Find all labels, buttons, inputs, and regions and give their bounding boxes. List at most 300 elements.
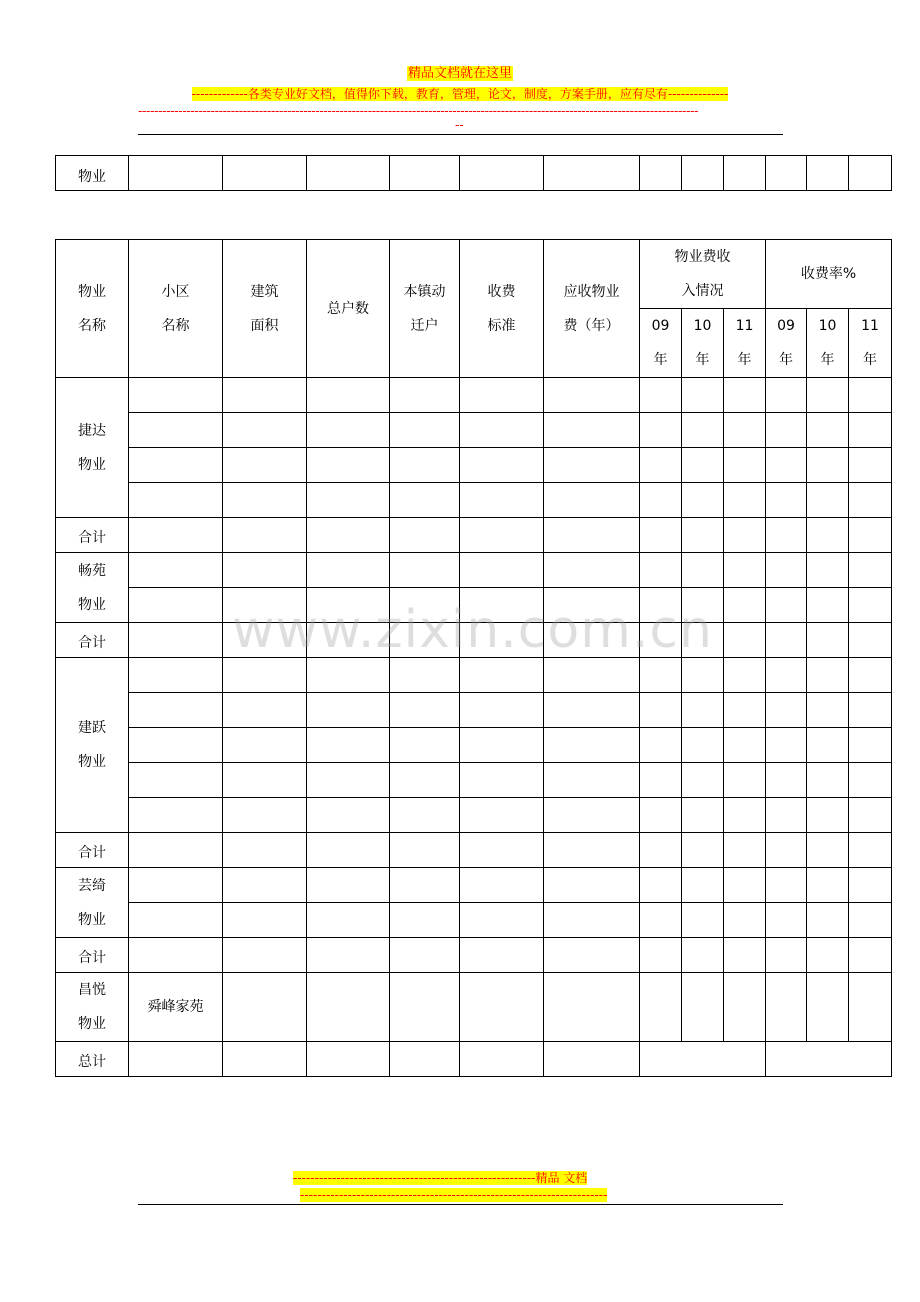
header-fee-standard-line1: 收费 (487, 283, 516, 300)
table-cell (390, 973, 460, 1042)
table-cell (849, 553, 892, 588)
table-cell (682, 868, 724, 903)
table-cell (307, 798, 390, 833)
header-relocated-line2: 迁户 (410, 317, 439, 334)
table-cell (849, 413, 892, 448)
property-name-line: 物业 (78, 596, 106, 613)
table-cell (640, 483, 682, 518)
footer-line2-text: ----------------------------------------------------------------------- (300, 1188, 608, 1202)
table-cell (849, 448, 892, 483)
property-name-line: 昌悦 (78, 982, 106, 998)
table-cell (766, 518, 807, 553)
table-cell (460, 903, 544, 938)
grand-total-label: 总计 (56, 1042, 129, 1077)
table-cell (223, 658, 307, 693)
table-cell (849, 378, 892, 413)
table-cell (390, 378, 460, 413)
table-cell (129, 378, 223, 413)
table-cell (766, 728, 807, 763)
table-cell (682, 378, 724, 413)
table-cell (640, 156, 682, 191)
table-cell (390, 553, 460, 588)
table-cell (724, 833, 766, 868)
table-cell (640, 448, 682, 483)
table-cell (390, 693, 460, 728)
table-cell (682, 448, 724, 483)
table-cell (849, 483, 892, 518)
year-number: 10 (693, 318, 712, 334)
table-cell (849, 658, 892, 693)
table-cell (766, 868, 807, 903)
table-cell (129, 623, 223, 658)
table-cell (390, 518, 460, 553)
table-cell (544, 868, 640, 903)
subtotal-row (56, 938, 892, 973)
table-cell (390, 1042, 460, 1077)
table-cell (849, 798, 892, 833)
property-name-line: 畅苑 (78, 562, 106, 579)
table-cell (307, 903, 390, 938)
table-cell (640, 588, 682, 623)
year-number: 09 (777, 318, 795, 334)
header-rule (138, 134, 783, 135)
table-cell (807, 658, 849, 693)
table-cell (849, 868, 892, 903)
header-fee-standard (460, 240, 544, 378)
table-cell (724, 973, 766, 1042)
table-cell (807, 728, 849, 763)
table-cell (766, 798, 807, 833)
year-cell (724, 309, 766, 378)
year-number: 11 (861, 318, 879, 334)
table-cell (544, 728, 640, 763)
watermark: www.zixin.com.cn (232, 600, 713, 660)
table-cell (223, 448, 307, 483)
table-cell (307, 378, 390, 413)
table-cell (129, 868, 223, 903)
table-cell (682, 973, 724, 1042)
table-cell (766, 833, 807, 868)
table-cell (640, 728, 682, 763)
header-total-households (307, 240, 390, 378)
table-cell (307, 623, 390, 658)
table-cell (544, 483, 640, 518)
table-cell (390, 728, 460, 763)
table-row (56, 868, 892, 903)
year-cell (849, 309, 892, 378)
property-name-cell (56, 658, 129, 833)
table-cell (129, 938, 223, 973)
table-cell (682, 623, 724, 658)
table-cell (724, 413, 766, 448)
property-name-line: 建跃 (78, 720, 106, 736)
table-cell (307, 588, 390, 623)
table-cell (460, 623, 544, 658)
table-cell (307, 938, 390, 973)
property-name-line: 捷达 (78, 422, 106, 439)
table-cell (682, 553, 724, 588)
table-cell (807, 763, 849, 798)
year-suffix: 年 (779, 352, 793, 368)
table-cell (766, 903, 807, 938)
table-cell (390, 903, 460, 938)
table-cell (682, 763, 724, 798)
year-cell (682, 309, 724, 378)
table-cell (640, 378, 682, 413)
header-property-name-line1: 物业 (78, 283, 106, 300)
table-cell (766, 658, 807, 693)
table-cell (460, 763, 544, 798)
table-cell (307, 1042, 390, 1077)
table-cell (544, 833, 640, 868)
grand-total-row (56, 1042, 892, 1077)
table-row (56, 763, 892, 798)
year-cell (807, 309, 849, 378)
table-cell (460, 868, 544, 903)
table-cell (129, 833, 223, 868)
table-cell (390, 413, 460, 448)
table-cell (682, 518, 724, 553)
table-cell (390, 763, 460, 798)
table-cell (766, 378, 807, 413)
community-name-cell: 舜峰家苑 (129, 973, 223, 1042)
year-number: 10 (818, 318, 837, 334)
table-cell (223, 518, 307, 553)
table-row (56, 658, 892, 693)
table-cell (460, 448, 544, 483)
table-cell (849, 973, 892, 1042)
header-tagline (0, 86, 920, 102)
table-cell (307, 553, 390, 588)
table-cell (640, 973, 682, 1042)
table-cell (724, 763, 766, 798)
property-name-line: 物业 (78, 911, 106, 928)
table-cell (849, 903, 892, 938)
table-cell (724, 693, 766, 728)
table-cell (724, 588, 766, 623)
table-cell (129, 658, 223, 693)
table-cell (807, 156, 849, 191)
table-cell (640, 658, 682, 693)
table-cell (766, 973, 807, 1042)
table-cell (807, 553, 849, 588)
header-community-name-line1: 小区 (161, 283, 190, 300)
table-cell (766, 156, 807, 191)
table-cell (390, 868, 460, 903)
table-cell (682, 588, 724, 623)
table-cell (682, 156, 724, 191)
subtotal-label: 合计 (56, 833, 129, 868)
table-cell (807, 693, 849, 728)
header-title-text: 精品文档就在这里 (407, 66, 512, 81)
year-suffix: 年 (653, 352, 668, 368)
table-cell (223, 378, 307, 413)
table-cell (129, 763, 223, 798)
table-cell (807, 483, 849, 518)
table-cell (460, 413, 544, 448)
table-cell (766, 448, 807, 483)
table-cell (307, 448, 390, 483)
table-cell (849, 623, 892, 658)
property-name-line: 物业 (78, 1016, 106, 1032)
table-cell (640, 763, 682, 798)
subtotal-label: 合计 (56, 938, 129, 973)
year-suffix: 年 (737, 352, 752, 368)
table-cell (682, 728, 724, 763)
header-relocated-line1: 本镇动 (403, 283, 446, 300)
table-cell (307, 833, 390, 868)
header-building-area (223, 240, 307, 378)
table-row (56, 588, 892, 623)
table-cell (807, 518, 849, 553)
table-cell (223, 938, 307, 973)
footer-line1 (293, 1170, 587, 1186)
table-cell (390, 156, 460, 191)
header-community-name-line2: 名称 (161, 317, 190, 334)
header-title (0, 66, 920, 82)
table-cell (460, 518, 544, 553)
table-cell (544, 693, 640, 728)
table-cell (807, 378, 849, 413)
header-property-name-line2: 名称 (78, 317, 106, 334)
table-cell (129, 1042, 223, 1077)
table-cell (724, 553, 766, 588)
header-building-area-line1: 建筑 (250, 283, 279, 300)
table-row (56, 903, 892, 938)
table-cell (849, 833, 892, 868)
table-cell (807, 798, 849, 833)
table-cell (544, 1042, 640, 1077)
table-cell (682, 413, 724, 448)
footer-rule (138, 1204, 783, 1205)
table-cell (223, 868, 307, 903)
header-receivable-line1: 应收物业 (563, 283, 620, 300)
table-cell (724, 378, 766, 413)
table-cell (544, 413, 640, 448)
table-cell (129, 728, 223, 763)
table-cell (544, 903, 640, 938)
table-cell (849, 693, 892, 728)
table-cell (307, 156, 390, 191)
table-cell (307, 413, 390, 448)
table-cell (129, 156, 223, 191)
table-cell (807, 938, 849, 973)
table-cell (544, 553, 640, 588)
table-cell (129, 483, 223, 518)
table-cell (766, 693, 807, 728)
year-cell (766, 309, 807, 378)
table-cell (390, 833, 460, 868)
table-row (56, 483, 892, 518)
table-cell (544, 623, 640, 658)
property-name-cell (56, 868, 129, 938)
table-row (56, 693, 892, 728)
table-cell (724, 156, 766, 191)
table-cell (544, 448, 640, 483)
table-cell (849, 763, 892, 798)
table-cell (640, 693, 682, 728)
table-cell (849, 156, 892, 191)
table-cell (807, 903, 849, 938)
property-name-line: 物业 (78, 456, 106, 473)
table-cell (460, 378, 544, 413)
table-cell (307, 693, 390, 728)
table-cell (640, 938, 682, 973)
table-cell (682, 903, 724, 938)
table-cell (390, 798, 460, 833)
table-cell (766, 763, 807, 798)
table-cell (129, 903, 223, 938)
table-cell (724, 798, 766, 833)
table-row (56, 553, 892, 588)
header-fee-income-line1: 物业费收 (674, 249, 731, 265)
year-suffix: 年 (820, 352, 835, 368)
table-cell (223, 973, 307, 1042)
subtotal-label: 合计 (56, 518, 129, 553)
header-community-name (129, 240, 223, 378)
table-cell (390, 483, 460, 518)
table-cell (544, 658, 640, 693)
table-cell (307, 973, 390, 1042)
table-cell (307, 728, 390, 763)
table-cell (682, 798, 724, 833)
header-tagline-text: -------------各类专业好文档，值得你下载，教育，管理，论文，制度，方案手册，应有尽有-------------- (191, 87, 729, 101)
table-cell (807, 833, 849, 868)
table-cell (807, 588, 849, 623)
table-cell (807, 448, 849, 483)
table-cell (307, 518, 390, 553)
table-cell (640, 623, 682, 658)
table-cell (460, 658, 544, 693)
main-table (55, 239, 892, 1077)
table-cell (849, 518, 892, 553)
table-cell (390, 448, 460, 483)
table-cell (129, 413, 223, 448)
table-cell (544, 518, 640, 553)
header-receivable-fee (544, 240, 640, 378)
table-cell (223, 728, 307, 763)
table-row (56, 378, 892, 413)
table-cell (849, 938, 892, 973)
table-cell (129, 798, 223, 833)
table-cell (724, 868, 766, 903)
table-cell (129, 693, 223, 728)
year-suffix: 年 (863, 352, 877, 368)
table-row (56, 973, 892, 1042)
property-name-cell (56, 553, 129, 623)
table-cell (640, 413, 682, 448)
table-cell (223, 833, 307, 868)
table-cell (460, 553, 544, 588)
table-cell (682, 483, 724, 518)
table-row (56, 448, 892, 483)
table-cell (390, 658, 460, 693)
table-cell (223, 798, 307, 833)
subtotal-row (56, 518, 892, 553)
table-cell (129, 553, 223, 588)
table-cell (682, 658, 724, 693)
header-dash-line: ------------------------------------------------------------------------------------------------------------------------------------------- (138, 104, 699, 118)
table-cell (390, 623, 460, 658)
table-cell (544, 938, 640, 973)
top-table-first-cell (56, 156, 129, 191)
table-row (56, 413, 892, 448)
table-cell (544, 588, 640, 623)
table-cell (807, 623, 849, 658)
table-cell (766, 938, 807, 973)
table-cell (682, 938, 724, 973)
table-cell (460, 693, 544, 728)
header-dash-tail: -- (455, 118, 464, 132)
table-cell (307, 763, 390, 798)
table-cell (390, 938, 460, 973)
table-cell (544, 378, 640, 413)
table-cell (682, 833, 724, 868)
header-fee-income (640, 240, 766, 309)
table-cell (307, 658, 390, 693)
table-row (56, 728, 892, 763)
table-cell (766, 413, 807, 448)
header-receivable-line2: 费（年） (563, 317, 620, 334)
table-cell (223, 156, 307, 191)
table-cell (223, 553, 307, 588)
table-cell (460, 1042, 544, 1077)
table-cell (640, 903, 682, 938)
year-suffix: 年 (695, 352, 710, 368)
year-number: 11 (735, 318, 754, 334)
subtotal-row (56, 833, 892, 868)
property-name-line: 芸绮 (78, 877, 106, 894)
table-cell (544, 973, 640, 1042)
table-cell (724, 938, 766, 973)
table-cell (849, 588, 892, 623)
header-property-name (56, 240, 129, 378)
header-fee-income-line2: 入情况 (681, 283, 724, 299)
table-cell (724, 448, 766, 483)
table-cell (223, 1042, 307, 1077)
footer-line1-text: --------------------------------------------------------精品 文档 (293, 1171, 588, 1185)
property-name-cell (56, 378, 129, 518)
table-cell (724, 483, 766, 518)
top-table-first-cell-text: 物业 (78, 169, 106, 185)
table-cell (766, 1042, 892, 1077)
table-cell (640, 518, 682, 553)
table-row (56, 798, 892, 833)
table-cell (223, 903, 307, 938)
table-cell (724, 903, 766, 938)
table-cell (766, 623, 807, 658)
table-cell (640, 553, 682, 588)
subtotal-label: 合计 (56, 623, 129, 658)
table-cell (640, 868, 682, 903)
table-cell (849, 728, 892, 763)
property-name-cell (56, 973, 129, 1042)
header-fee-standard-line2: 标准 (487, 317, 516, 334)
property-name-line: 物业 (78, 754, 106, 770)
table-cell (223, 483, 307, 518)
table-cell (724, 658, 766, 693)
table-cell (724, 728, 766, 763)
table-cell (640, 798, 682, 833)
table-cell (129, 448, 223, 483)
table-cell (223, 588, 307, 623)
table-cell (307, 868, 390, 903)
table-cell (766, 588, 807, 623)
table-cell (766, 553, 807, 588)
table-cell (807, 973, 849, 1042)
year-number: 09 (651, 318, 670, 334)
table-cell (544, 798, 640, 833)
